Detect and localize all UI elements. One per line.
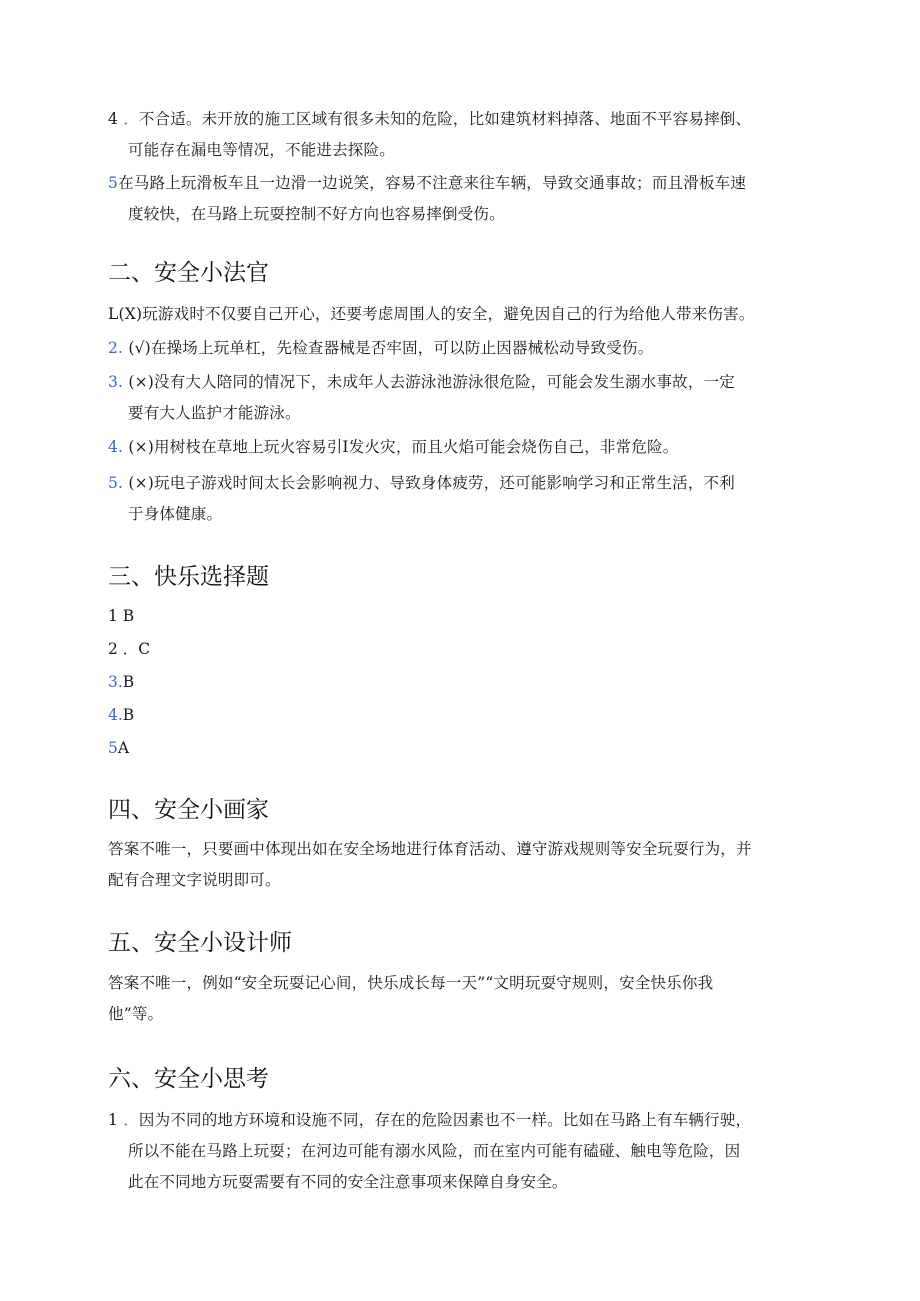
- answer-text: A: [117, 739, 130, 757]
- answer-text: B: [122, 706, 135, 724]
- answer-item: [108, 604, 134, 628]
- item-number: 2.: [108, 339, 124, 357]
- paragraph: [108, 834, 808, 896]
- item-number: 5.: [108, 474, 124, 492]
- item-text: (×)用树枝在草地上玩火容易引I发火灾，而且火焰可能会烧伤自己，非常危险。: [123, 438, 679, 456]
- item-number: 4.: [108, 706, 123, 724]
- list-item: [108, 299, 808, 330]
- item-number: 4: [108, 110, 119, 128]
- item-number: 5: [108, 174, 119, 192]
- item-number-sep: ．: [118, 110, 139, 128]
- list-item: [108, 432, 808, 463]
- item-number: L: [108, 305, 119, 323]
- section-heading: 二、安全小法官: [108, 260, 269, 286]
- list-item: [108, 367, 808, 429]
- item-number: 1: [108, 607, 118, 625]
- answer-text: B: [122, 673, 135, 691]
- item-text: 不合适。未开放的施工区域有很多未知的危险，比如建筑材料掉落、地面不平容易摔倒、: [138, 110, 752, 128]
- answer-text: ．C: [117, 640, 151, 658]
- answer-item: [108, 637, 150, 661]
- item-text: (×)玩电子游戏时间太长会影响视力、导致身体疲劳，还可能影响学习和正常生活，不利: [123, 474, 735, 492]
- paragraph: [108, 968, 808, 1030]
- item-number: 3.: [108, 373, 124, 391]
- item-number: 4.: [108, 438, 124, 456]
- list-item: [108, 168, 808, 230]
- section-heading: 五、安全小设计师: [108, 930, 292, 956]
- item-continuation: 要有大人监护才能游泳。: [128, 404, 301, 422]
- answer-item: [108, 736, 129, 760]
- item-continuation: 所以不能在马路上玩耍；在河边可能有溺水风险，而在室内可能有磕碰、触电等危险，因: [128, 1142, 741, 1160]
- item-number: 3.: [108, 673, 123, 691]
- list-item: [108, 468, 808, 530]
- paragraph-line: 答案不唯一，例如“安全玩耍记心间，快乐成长每一天”“文明玩耍守规则，安全快乐你我: [108, 974, 714, 992]
- item-text: 因为不同的地方环境和设施不同，存在的危险因素也不一样。比如在马路上有车辆行驶，: [138, 1111, 752, 1129]
- item-continuation: 于身体健康。: [128, 505, 223, 523]
- answer-item: [108, 670, 134, 694]
- answer-text: B: [117, 607, 135, 625]
- list-item: [108, 333, 808, 364]
- item-number: 2: [108, 640, 118, 658]
- item-number-sep: ．: [118, 1111, 139, 1129]
- item-text: (√)在操场上玩单杠，先检查器械是否牢固，可以防止因器械松动导致受伤。: [123, 339, 654, 357]
- list-item: [108, 104, 808, 166]
- paragraph-line: 配有合理文字说明即可。: [108, 871, 281, 889]
- section-heading: 四、安全小画家: [108, 797, 269, 823]
- item-text: (X)玩游戏时不仅要自己开心，还要考虑周围人的安全，避免因自己的行为给他人带来伤害。: [118, 305, 755, 323]
- item-continuation: 此在不同地方玩耍需要有不同的安全注意事项来保障自身安全。: [128, 1173, 568, 1191]
- section-heading: 三、快乐选择题: [108, 564, 269, 590]
- item-number: 5: [108, 739, 118, 757]
- item-number: 1: [108, 1111, 119, 1129]
- paragraph-line: 他”等。: [108, 1005, 164, 1023]
- answer-item: [108, 703, 134, 727]
- item-text: (×)没有大人陪同的情况下，未成年人去游泳池游泳很危险，可能会发生溺水事故，一定: [123, 373, 735, 391]
- section-heading: 六、安全小思考: [108, 1066, 269, 1092]
- paragraph-line: 答案不唯一，只要画中体现出如在安全场地进行体育活动、遵守游戏规则等安全玩耍行为，并: [108, 840, 752, 858]
- list-item: [108, 1105, 808, 1198]
- item-text: 在马路上玩滑板车且一边滑一边说笑，容易不注意来往车辆，导致交通事故；而且滑板车速: [118, 174, 747, 192]
- item-continuation: 可能存在漏电等情况，不能进去探险。: [128, 141, 395, 159]
- item-continuation: 度较快，在马路上玩耍控制不好方向也容易摔倒受伤。: [128, 205, 505, 223]
